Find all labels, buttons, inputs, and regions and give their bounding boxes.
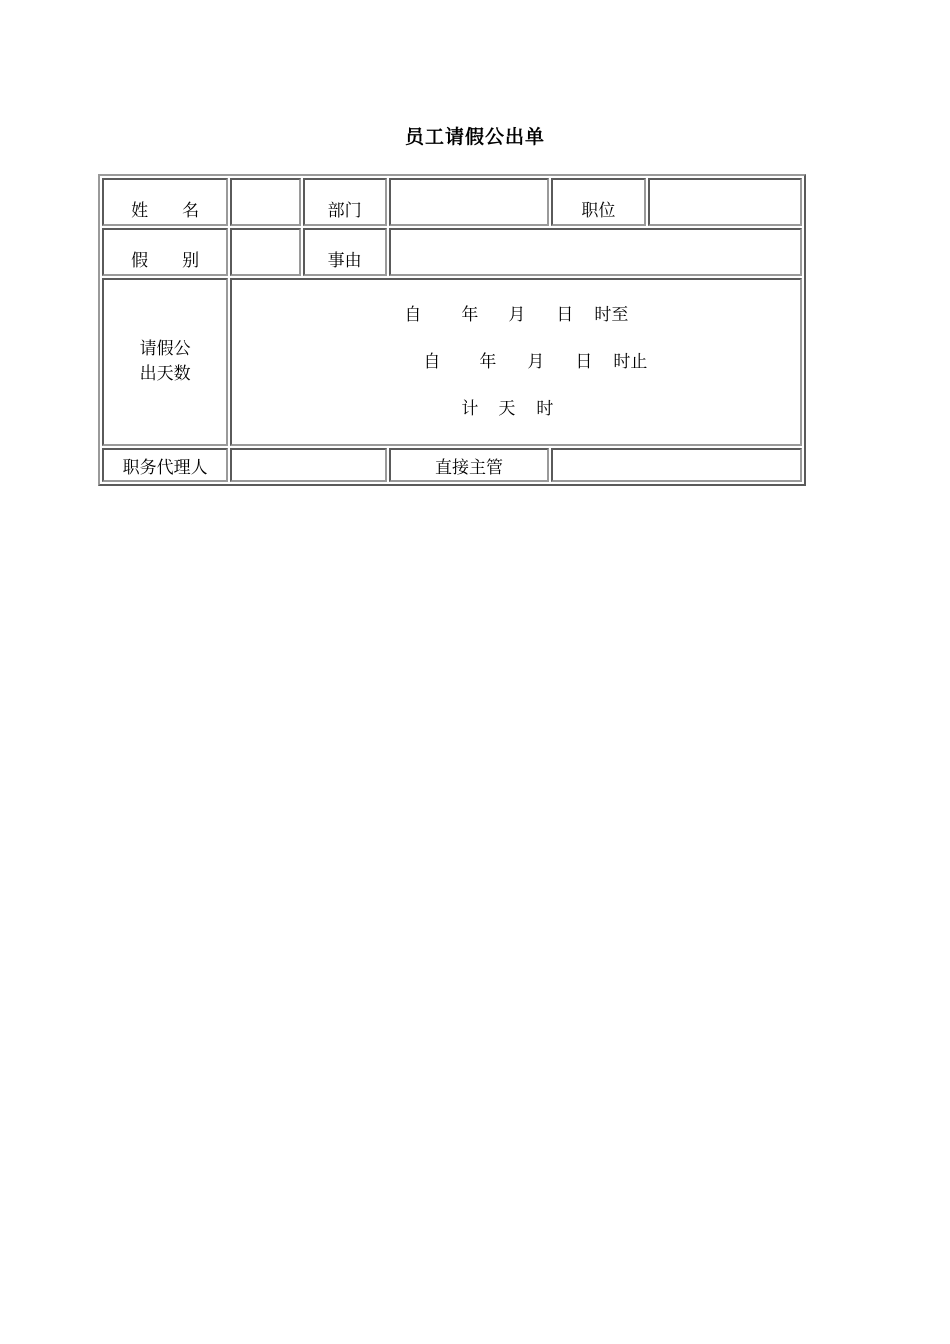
type-label-char-1: 假 [131, 251, 149, 271]
period-total-day: 天 [498, 398, 516, 419]
form-row-approval [102, 448, 802, 482]
period-to-day: 日 [575, 351, 593, 372]
type-value-field[interactable] [230, 228, 300, 276]
period-to-year: 年 [479, 351, 497, 372]
type-label-char-2: 别 [182, 251, 200, 271]
period-to-hour: 时止 [613, 351, 648, 372]
period-to-line [232, 339, 800, 386]
page-title: 员工请假公出单 [404, 126, 545, 148]
name-value-field[interactable] [230, 178, 300, 226]
period-from-year: 年 [461, 304, 479, 325]
days-label-line-2: 出天数 [139, 364, 191, 384]
period-cell[interactable] [230, 278, 802, 446]
agent-label: 职务代理人 [102, 448, 228, 482]
period-to-month: 月 [527, 351, 545, 372]
leave-form-table [98, 174, 806, 486]
form-row-type [102, 228, 802, 276]
form-row-name [102, 178, 802, 226]
supervisor-value-field[interactable] [551, 448, 802, 482]
period-from-month: 月 [508, 304, 526, 325]
period-from-line [232, 292, 800, 339]
form-row-period [102, 278, 802, 446]
days-label-cell [102, 278, 228, 446]
period-from-hour: 时至 [594, 304, 629, 325]
period-total-ji: 计 [461, 398, 479, 419]
name-label-char-1: 姓 [131, 201, 149, 221]
period-from-day: 日 [556, 304, 574, 325]
supervisor-label: 直接主管 [389, 448, 549, 482]
period-total-hour: 时 [536, 398, 554, 419]
days-label-line-1: 请假公 [139, 339, 191, 359]
name-label-cell [102, 178, 228, 226]
position-value-field[interactable] [648, 178, 802, 226]
position-label: 职位 [551, 178, 645, 226]
reason-label: 事由 [303, 228, 387, 276]
type-label-cell [102, 228, 228, 276]
period-to-zi: 自 [423, 351, 441, 372]
dept-value-field[interactable] [389, 178, 549, 226]
name-label-char-2: 名 [182, 201, 200, 221]
dept-label: 部门 [303, 178, 387, 226]
period-from-zi: 自 [404, 304, 422, 325]
agent-value-field[interactable] [230, 448, 386, 482]
reason-value-field[interactable] [389, 228, 802, 276]
period-total-line [232, 386, 800, 433]
